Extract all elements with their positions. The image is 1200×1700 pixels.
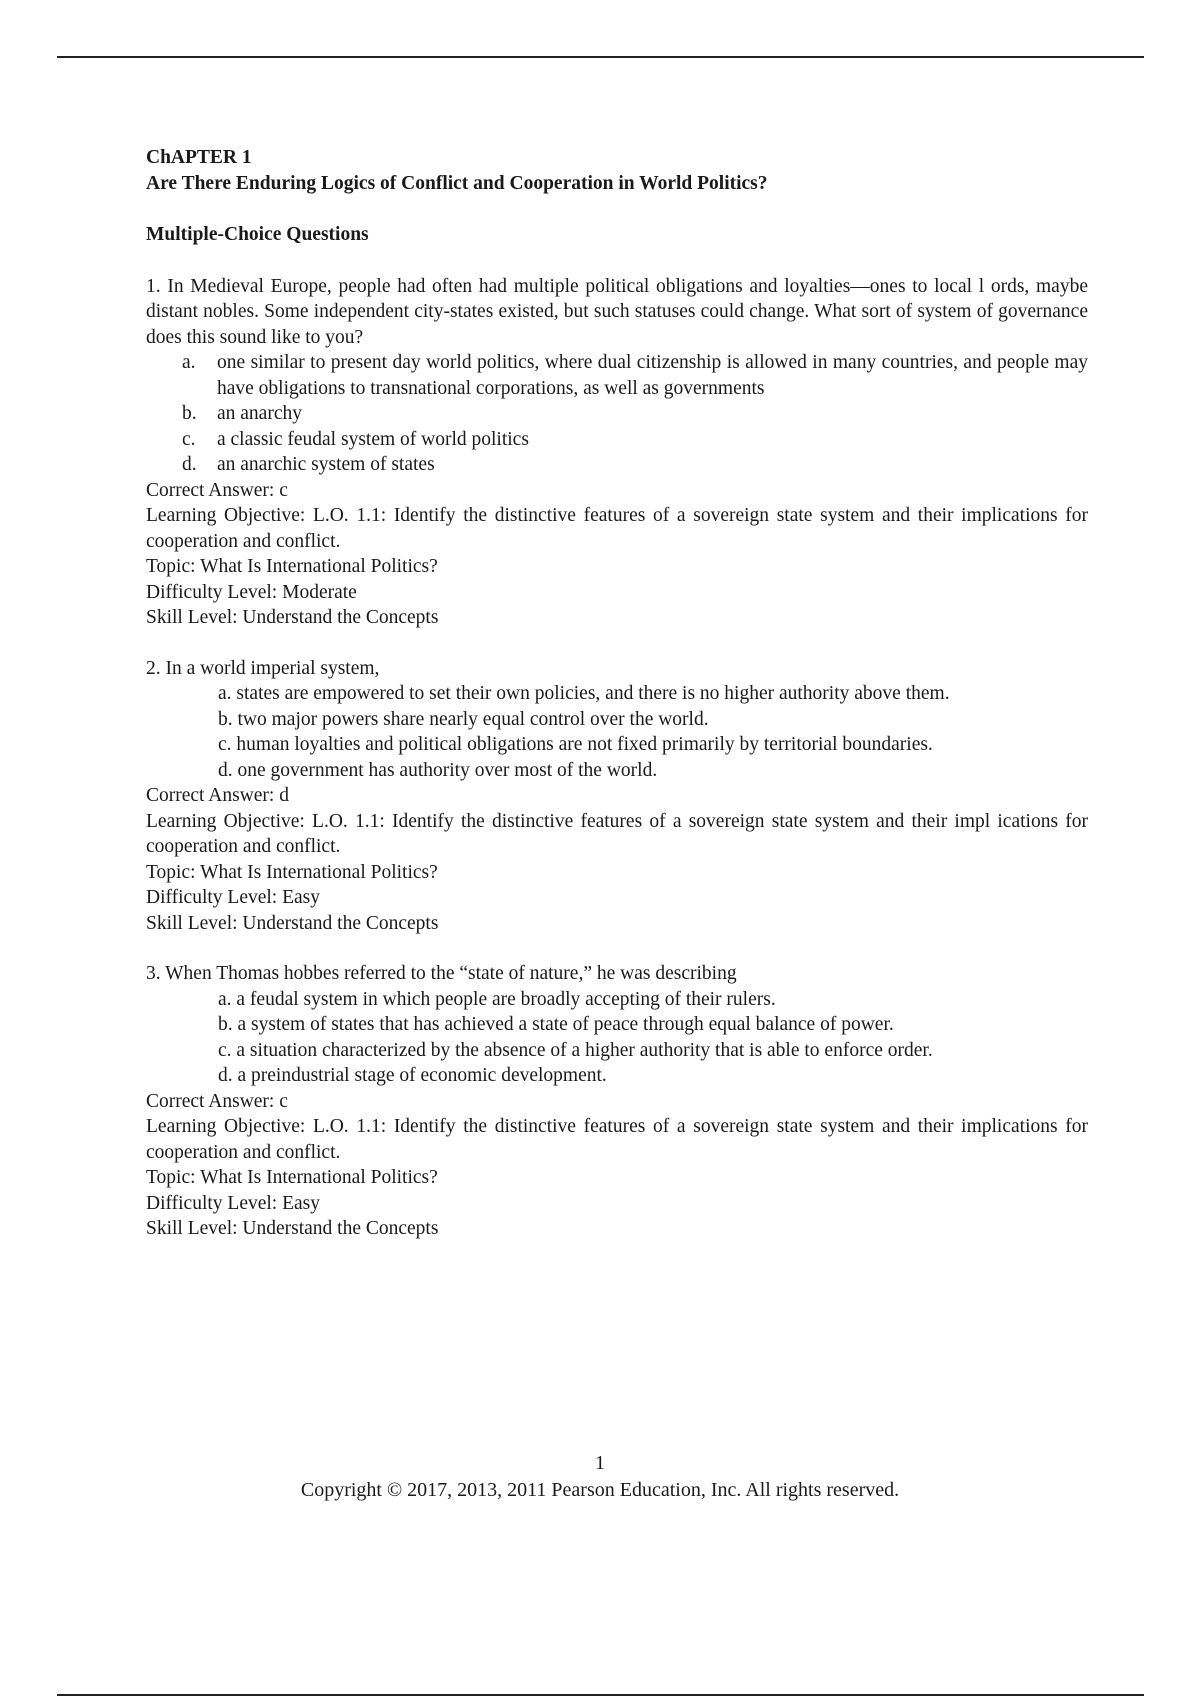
answer-option-c — [146, 427, 1088, 453]
learning-objective: Learning Objective: L.O. 1.1: Identify the distinctive features of a sovereign state system and their implications for cooperation and conflict. — [146, 505, 1088, 552]
correct-answer: Correct Answer: c — [146, 479, 288, 501]
answer-options — [146, 681, 1088, 783]
answer-options — [146, 987, 1088, 1089]
skill-level: Skill Level: Understand the Concepts — [146, 607, 439, 628]
option-letter: c. — [182, 428, 196, 450]
question-stem: 3. When Thomas hobbes referred to the “state of nature,” he was describing — [146, 963, 737, 984]
answer-option-a — [146, 350, 1088, 401]
section-heading: Multiple-Choice Questions — [146, 224, 369, 245]
question-stem: 2. In a world imperial system, — [146, 657, 380, 679]
topic: Topic: What Is International Politics? — [146, 861, 438, 883]
topic: Topic: What Is International Politics? — [146, 556, 438, 577]
question-stem: 1. In Medieval Europe, people had often had multiple political obligations and loyalties—ones to local l ords, maybe distant nobles. Some independent city-states existed, but such statuses could change. What sort of system of governance does this sound like to you? — [146, 275, 1088, 348]
learning-objective: Learning Objective: L.O. 1.1: Identify the distinctive features of a sovereign state system and their implications for cooperation and conflict. — [146, 1116, 1088, 1163]
answer-option-d: d. one government has authority over most of the world. — [218, 759, 658, 781]
chapter-label: ChAPTER 1 — [146, 147, 252, 168]
answer-option-b: b. two major powers share nearly equal control over the world. — [218, 708, 709, 730]
topic: Topic: What Is International Politics? — [146, 1167, 438, 1188]
chapter-title: Are There Enduring Logics of Conflict and Cooperation in World Politics? — [146, 172, 768, 194]
option-text: a classic feudal system of world politics — [217, 428, 529, 450]
answer-option-a: a. a feudal system in which people are broadly accepting of their rulers. — [218, 988, 776, 1010]
answer-option-c: c. human loyalties and political obligations are not fixed primarily by territorial boundaries. — [218, 734, 933, 755]
copyright-notice: Copyright © 2017, 2013, 2011 Pearson Education, Inc. All rights reserved. — [300, 1479, 900, 1501]
question-2 — [146, 656, 1088, 937]
answer-option-b: b. a system of states that has achieved a state of peace through equal balance of power. — [218, 1014, 894, 1035]
answer-option-c: c. a situation characterized by the absence of a higher authority that is able to enforce order. — [218, 1039, 933, 1061]
question-3 — [146, 961, 1088, 1242]
skill-level: Skill Level: Understand the Concepts — [146, 1218, 439, 1239]
answer-option-b — [146, 401, 1088, 427]
correct-answer: Correct Answer: c — [146, 1090, 288, 1112]
option-letter: a. — [182, 352, 196, 373]
answer-option-a: a. states are empowered to set their own policies, and there is no higher authority above them. — [218, 683, 950, 704]
option-letter: b. — [182, 403, 197, 424]
question-1 — [146, 274, 1088, 631]
document-body — [146, 145, 1088, 1242]
difficulty-level: Difficulty Level: Moderate — [146, 581, 357, 603]
top-rule — [57, 56, 1144, 58]
option-text: one similar to present day world politics, where dual citizenship is allowed in many countries, and people may have obligations to transnational corporations, as well as governments — [217, 352, 1088, 399]
option-text: an anarchy — [217, 403, 302, 424]
option-text: an anarchic system of states — [217, 454, 435, 475]
option-letter: d. — [182, 454, 197, 475]
answer-option-d: d. a preindustrial stage of economic development. — [218, 1065, 607, 1086]
answer-options — [146, 350, 1088, 478]
page-number: 1 — [595, 1452, 605, 1474]
difficulty-level: Difficulty Level: Easy — [146, 1192, 321, 1214]
skill-level: Skill Level: Understand the Concepts — [146, 912, 439, 934]
learning-objective: Learning Objective: L.O. 1.1: Identify the distinctive features of a sovereign state system and their impl ications for cooperation and conflict. — [146, 810, 1088, 857]
answer-option-d — [146, 452, 1088, 478]
difficulty-level: Difficulty Level: Easy — [146, 887, 321, 908]
bottom-rule — [57, 1694, 1144, 1696]
correct-answer: Correct Answer: d — [146, 785, 289, 806]
